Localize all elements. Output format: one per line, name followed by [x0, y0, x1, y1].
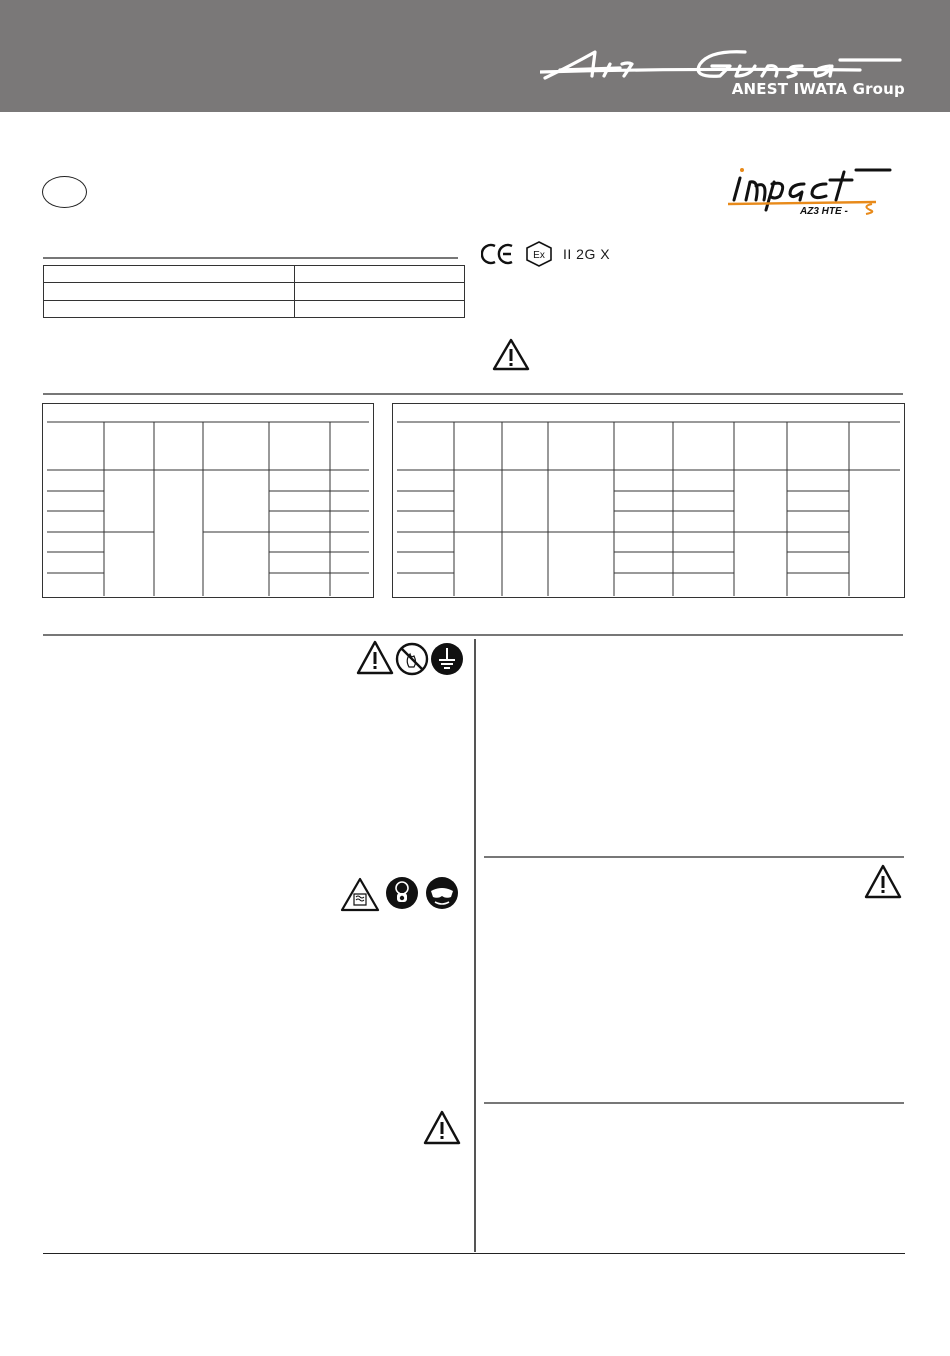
- warning-triangle-icon: [356, 640, 394, 675]
- footer-divider: [43, 1253, 905, 1254]
- warning-triangle-icon: [864, 864, 902, 899]
- brand-tagline: ANEST IWATA Group: [731, 80, 905, 98]
- section-divider: [43, 393, 903, 395]
- table-cell: [44, 283, 295, 300]
- impact-product-logo: [726, 166, 896, 216]
- air-gunsa-script-logo: [540, 46, 905, 82]
- table-cell: [295, 300, 465, 317]
- impact-subtitle-text: AZ3 HTE -: [800, 206, 848, 216]
- wear-goggles-icon: [424, 876, 460, 910]
- warning-triangle-icon: [492, 338, 530, 371]
- brand-logo: [540, 46, 905, 98]
- table-cell: [44, 266, 295, 283]
- svg-text:Ex: Ex: [533, 250, 545, 261]
- table-cell: [295, 283, 465, 300]
- ex-hexagon-icon: [525, 241, 553, 267]
- column-divider: [474, 639, 476, 1252]
- section-divider: [43, 634, 903, 636]
- model-table: [43, 265, 465, 318]
- section-divider: [484, 856, 904, 858]
- no-open-flame-icon: [395, 642, 429, 676]
- section-divider: [484, 1102, 904, 1104]
- spec-table-left: [42, 403, 374, 598]
- table-cell: [295, 266, 465, 283]
- wear-respirator-icon: [385, 876, 419, 910]
- language-indicator: [42, 176, 87, 208]
- certification-marks: [481, 240, 610, 268]
- atex-classification: II 2G X: [563, 246, 611, 262]
- spec-table-right: [392, 403, 905, 598]
- ce-mark-icon: [481, 243, 515, 265]
- section-divider: [43, 257, 458, 259]
- earth-ground-icon: [430, 642, 464, 676]
- table-cell: [44, 300, 295, 317]
- toxic-vapour-icon: [340, 877, 380, 912]
- warning-triangle-icon: [423, 1110, 461, 1145]
